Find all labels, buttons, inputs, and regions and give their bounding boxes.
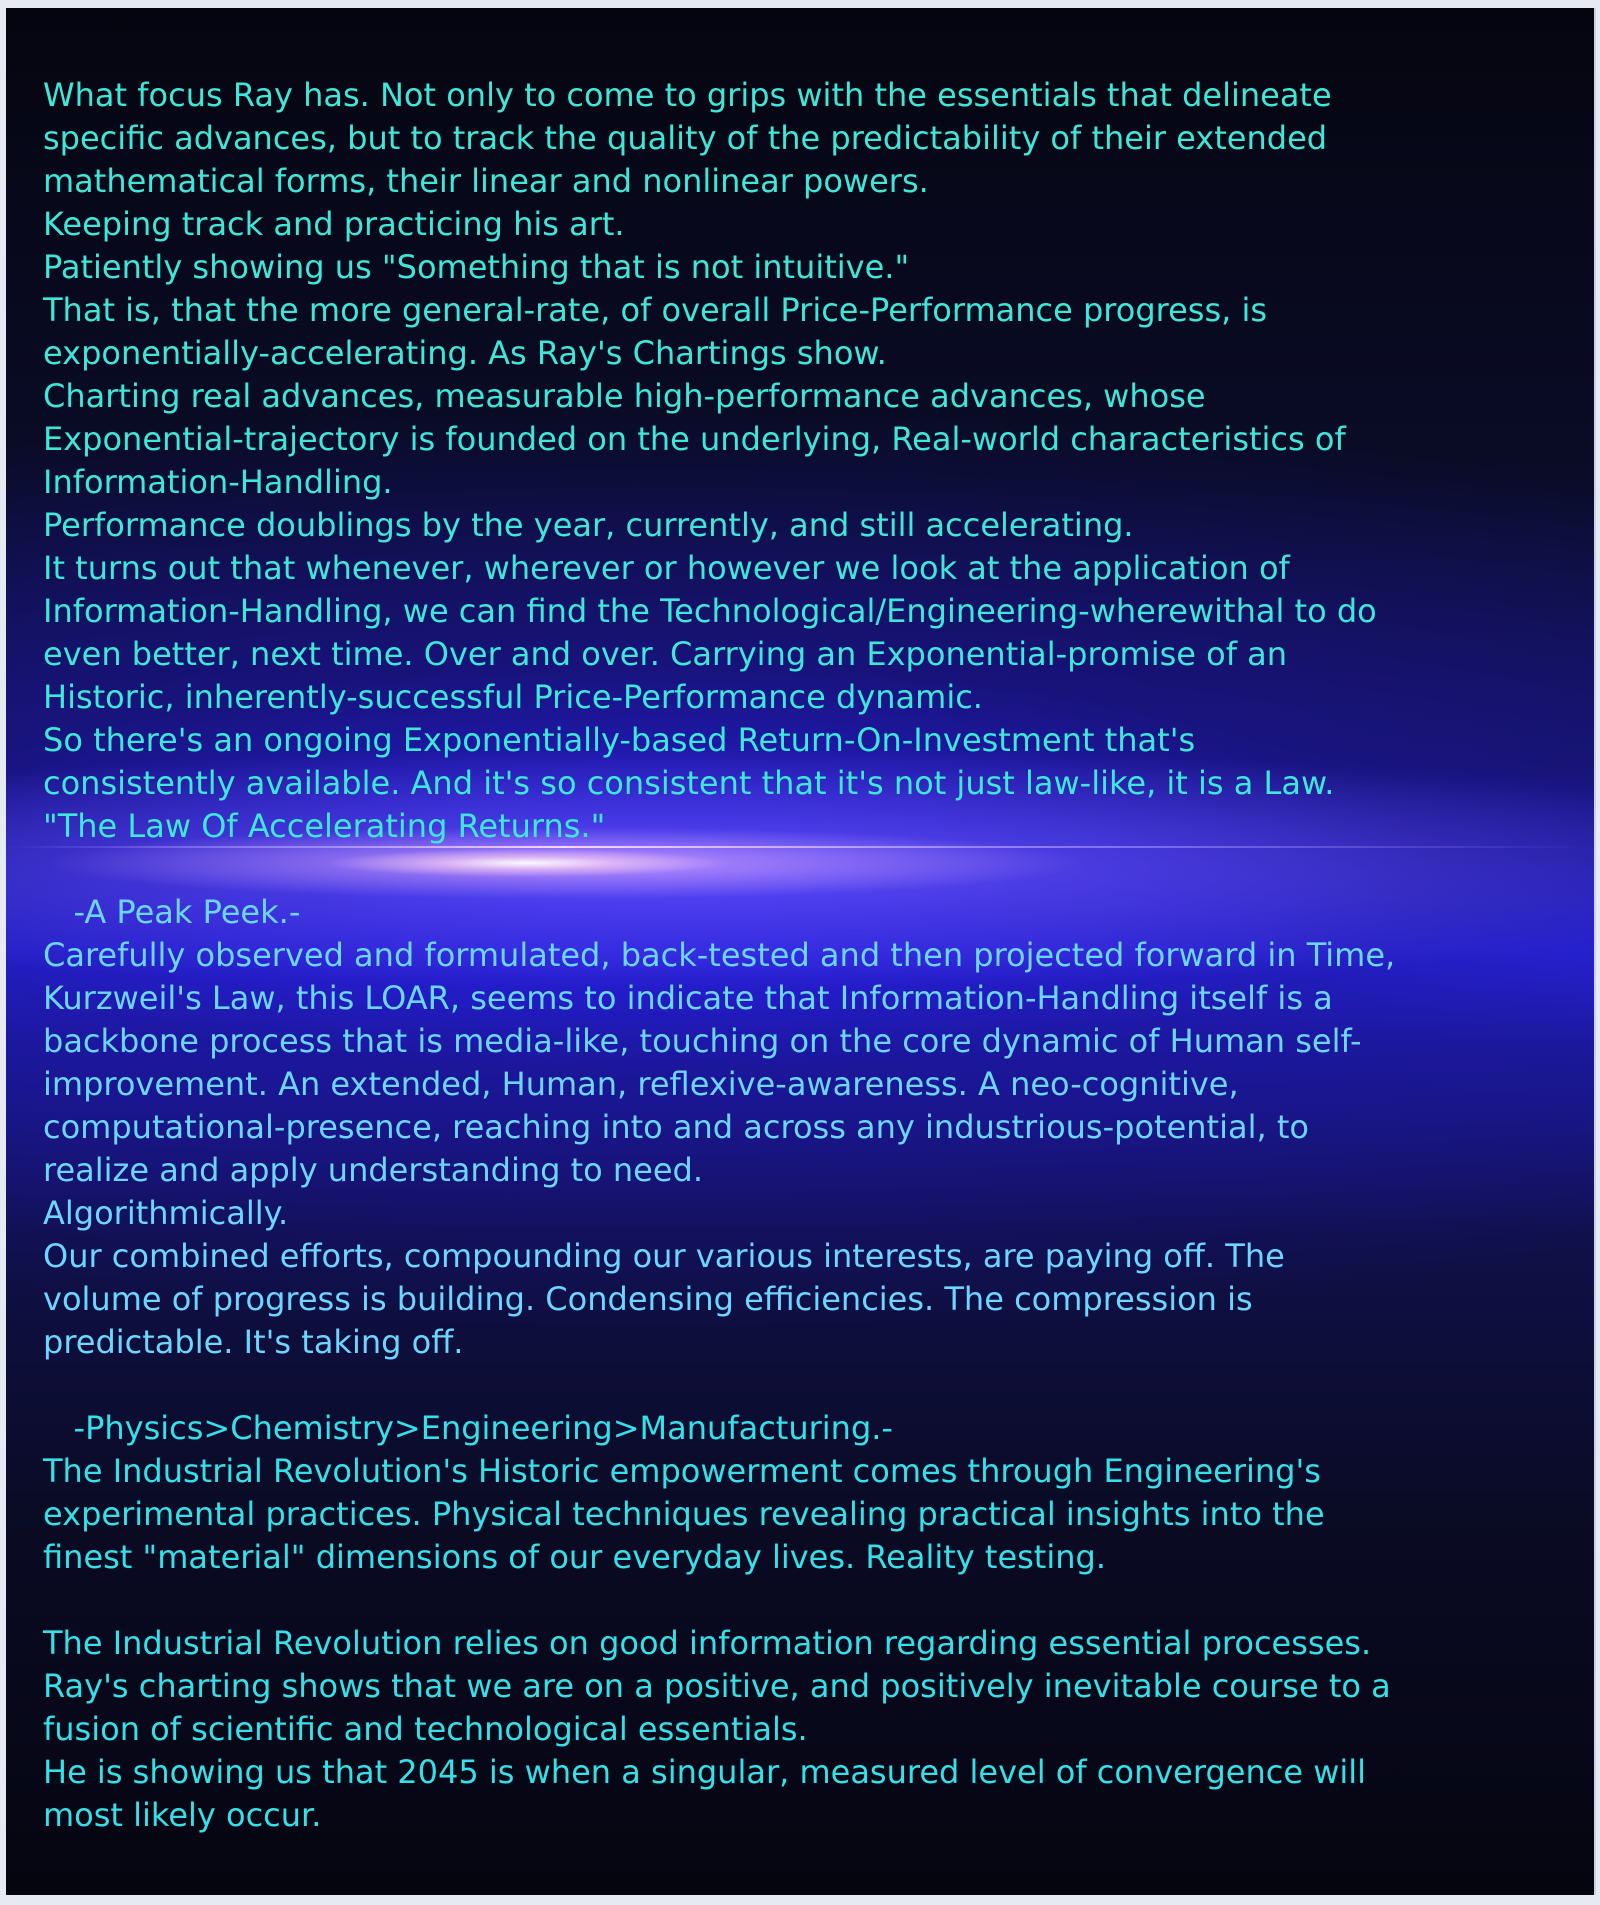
text-line: most likely occur. [43,1796,322,1834]
blank-line [43,1364,1563,1407]
text-line: specific advances, but to track the quality of the predictability of their extended [43,119,1328,157]
text-line: So there's an ongoing Exponentially-based Return-On-Investment that's [43,721,1196,759]
text-line: Keeping track and practicing his art. [43,205,625,243]
text-line: Patiently showing us "Something that is not intuitive." [43,248,910,286]
text-line: Performance doublings by the year, currently, and still accelerating. [43,506,1134,544]
text-line: What focus Ray has. Not only to come to grips with the essentials that delineate [43,76,1332,114]
paragraph-4 [43,1622,1563,1837]
text-line: Exponential-trajectory is founded on the underlying, Real-world characteristics of [43,420,1346,458]
text-line: Historic, inherently-successful Price-Performance dynamic. [43,678,983,716]
document-page [6,8,1596,1895]
section-heading: -Physics>Chemistry>Engineering>Manufacturing.- [43,1409,893,1447]
text-line: fusion of scientific and technological essentials. [43,1710,808,1748]
text-line: improvement. An extended, Human, reflexive-awareness. A neo-cognitive, [43,1065,1239,1103]
section-heading: -A Peak Peek.- [43,893,301,931]
text-line: Carefully observed and formulated, back-tested and then projected forward in Time, [43,936,1396,974]
text-line: Our combined efforts, compounding our various interests, are paying off. The [43,1237,1285,1275]
text-line: Charting real advances, measurable high-performance advances, whose [43,377,1206,415]
article-text [43,74,1563,1837]
text-line: volume of progress is building. Condensing efficiencies. The compression is [43,1280,1253,1318]
text-line: backbone process that is media-like, touching on the core dynamic of Human self- [43,1022,1362,1060]
text-line: exponentially-accelerating. As Ray's Chartings show. [43,334,887,372]
text-line: The Industrial Revolution relies on good information regarding essential processes. [43,1624,1372,1662]
text-line: Information-Handling. [43,463,393,501]
text-line: finest "material" dimensions of our everyday lives. Reality testing. [43,1538,1106,1576]
text-line: realize and apply understanding to need. [43,1151,704,1189]
text-line: It turns out that whenever, wherever or however we look at the application of [43,549,1290,587]
paragraph-2 [43,891,1563,1364]
text-line: mathematical forms, their linear and nonlinear powers. [43,162,929,200]
text-line: Algorithmically. [43,1194,289,1232]
text-line: He is showing us that 2045 is when a singular, measured level of convergence will [43,1753,1367,1791]
text-line: That is, that the more general-rate, of overall Price-Performance progress, is [43,291,1268,329]
text-line: computational-presence, reaching into and across any industrious-potential, to [43,1108,1309,1146]
text-line: consistently available. And it's so consistent that it's not just law-like, it is a Law. [43,764,1335,802]
paragraph-1 [43,74,1563,848]
text-line: Kurzweil's Law, this LOAR, seems to indicate that Information-Handling itself is a [43,979,1333,1017]
text-line: Information-Handling, we can find the Technological/Engineering-wherewithal to do [43,592,1377,630]
text-line: The Industrial Revolution's Historic empowerment comes through Engineering's [43,1452,1321,1490]
blank-line [43,1579,1563,1622]
text-line: even better, next time. Over and over. Carrying an Exponential-promise of an [43,635,1288,673]
paragraph-3 [43,1407,1563,1579]
text-line: predictable. It's taking off. [43,1323,464,1361]
text-line: experimental practices. Physical techniques revealing practical insights into the [43,1495,1325,1533]
blank-line [43,848,1563,891]
text-line: Ray's charting shows that we are on a positive, and positively inevitable course to a [43,1667,1391,1705]
text-line: "The Law Of Accelerating Returns." [43,807,606,845]
